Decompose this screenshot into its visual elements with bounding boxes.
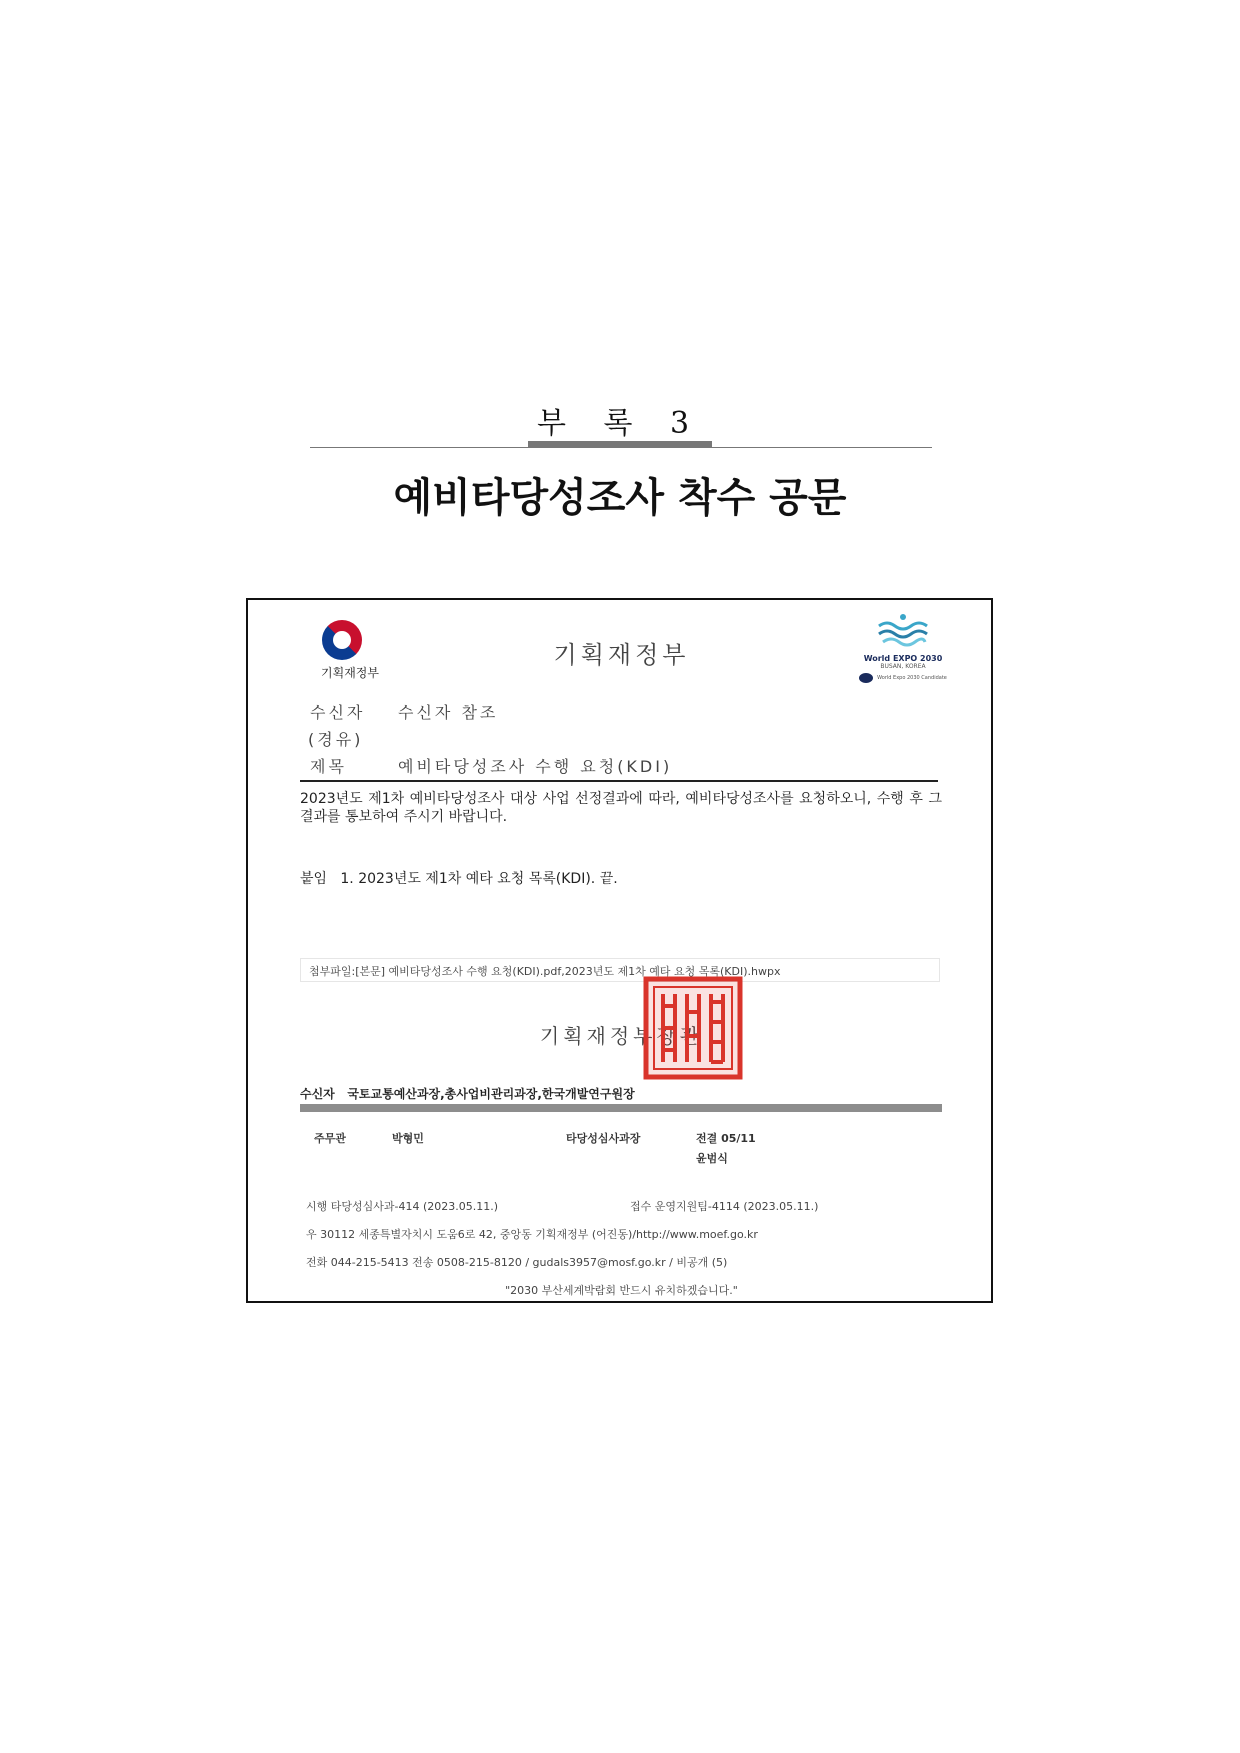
address-line: 우 30112 세종특별자치시 도움6로 42, 중앙동 기획재정부 (어진동)/http://www.moef.go.kr — [306, 1228, 758, 1241]
approver-name-1: 박형민 — [392, 1132, 424, 1145]
subject-value: 예비타당성조사 수행 요청(KDI) — [398, 757, 673, 776]
via-label: (경유) — [308, 730, 364, 749]
expo-logo — [853, 612, 953, 692]
appendix-label: 부 록 3 — [536, 406, 704, 441]
attached-files-box — [300, 958, 940, 982]
approval-divider — [300, 1104, 942, 1112]
enforcement-number: 시행 타당성심사과-414 (2023.05.11.) — [306, 1200, 499, 1213]
expo-candidate — [853, 673, 953, 683]
approver-role-2: 타당성심사과장 — [566, 1132, 641, 1145]
header-divider — [300, 780, 938, 782]
globe-icon — [859, 673, 873, 683]
contact-line: 전화 044-215-5413 전송 0508-215-8120 / gudals3957@mosf.go.kr / 비공개 (5) — [306, 1256, 728, 1269]
approval-status: 전결 05/11 — [696, 1132, 756, 1145]
expo-wave-icon — [873, 612, 933, 650]
appendix-divider-accent — [528, 441, 712, 447]
subject-label: 제목 — [310, 757, 347, 776]
expo-title: World EXPO 2030 — [863, 654, 943, 663]
ministry-logo-text: 기획재정부 — [321, 666, 379, 680]
expo-candidate-text: World Expo 2030 Candidate — [877, 675, 947, 681]
expo-slogan: "2030 부산세계박람회 반드시 유치하겠습니다." — [505, 1284, 738, 1297]
attachment-line: 붙임 1. 2023년도 제1차 예타 요청 목록(KDI). 끝. — [300, 871, 618, 887]
recipient-label: 수신자 — [310, 703, 366, 722]
recipient-value: 수신자 참조 — [398, 703, 499, 722]
attached-files: 첨부파일:[본문] 예비타당성조사 수행 요청(KDI).pdf,2023년도 제1차 예타 요청 목록(KDI).hwpx — [309, 965, 781, 978]
recipients-value: 국토교통예산과장,총사업비관리과장,한국개발연구원장 — [347, 1087, 635, 1101]
approver-name-2: 윤범식 — [696, 1152, 728, 1165]
receipt-number: 접수 운영지원팀-4114 (2023.05.11.) — [630, 1200, 819, 1213]
letter-body: 2023년도 제1차 예비타당성조사 대상 사업 선정결과에 따라, 예비타당성조사를 요청하오니, 수행 후 그 결과를 통보하여 주시기 바랍니다. — [300, 791, 942, 825]
approver-role-1: 주무관 — [314, 1132, 346, 1145]
recipients-line — [300, 1085, 635, 1102]
organization-title: 기획재정부 — [553, 641, 690, 669]
official-letter — [246, 598, 993, 1303]
appendix-divider — [310, 447, 932, 448]
sender-title: 기획재정부장관 — [539, 1024, 704, 1048]
recipients-label: 수신자 — [300, 1087, 335, 1101]
appendix-title: 예비타당성조사 착수 공문 — [393, 474, 847, 521]
official-seal-icon — [643, 976, 743, 1080]
expo-location: BUSAN, KOREA — [880, 663, 926, 670]
